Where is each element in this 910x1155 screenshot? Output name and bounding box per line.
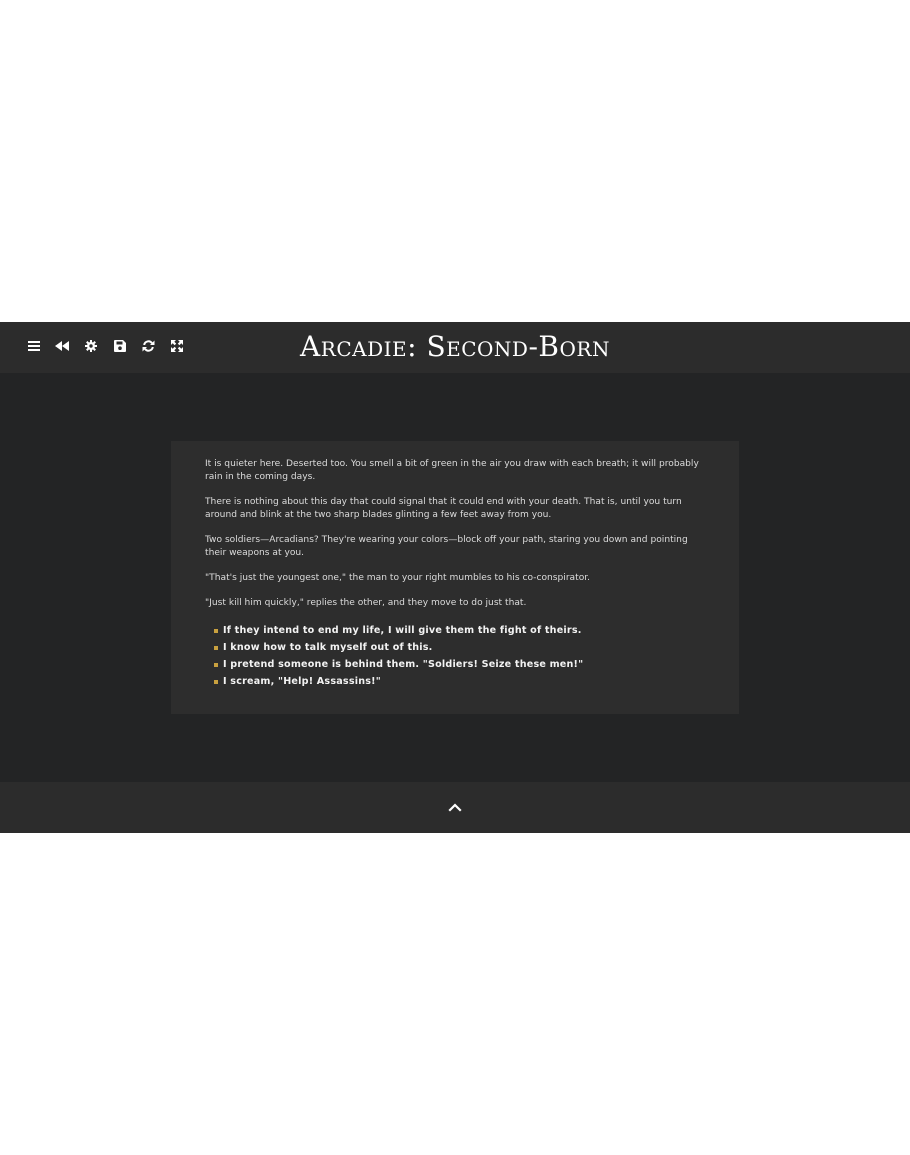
bullet-icon [214,629,218,633]
story-paragraph: Two soldiers—Arcadians? They're wearing your colors—block off your path, staring you down and pointing their weapons at you. [205,535,688,558]
bottom-bar [0,782,910,833]
choice-label[interactable]: I know how to talk myself out of this. [223,642,433,653]
story-paragraph: There is nothing about this day that could signal that it could end with your death. That is, until you turn around and blink at the two sharp blades glinting a few feet away from you. [205,497,682,520]
choice-label[interactable]: I scream, "Help! Assassins!" [223,676,381,687]
game-title: Arcadie: Second-Born [300,330,610,363]
choice-option-3[interactable] [205,656,707,673]
choice-list [205,622,707,690]
story-card [171,441,739,714]
chevron-up-icon[interactable] [448,800,462,814]
game-frame [0,322,910,833]
story-paragraph: "Just kill him quickly," replies the other, and they move to do just that. [205,598,527,608]
choice-option-1[interactable] [205,622,707,639]
story-paragraph: It is quieter here. Deserted too. You smell a bit of green in the air you draw with each breath; it will probably rain in the coming days. [205,459,699,482]
choice-option-2[interactable] [205,639,707,656]
bullet-icon [214,646,218,650]
story-paragraph: "That's just the youngest one," the man to your right mumbles to his co-conspirator. [205,573,591,583]
top-bar [0,322,910,373]
bullet-icon [214,680,218,684]
choice-label[interactable]: I pretend someone is behind them. "Soldiers! Seize these men!" [223,659,584,670]
bullet-icon [214,663,218,667]
choice-label[interactable]: If they intend to end my life, I will give them the fight of theirs. [223,625,582,636]
choice-option-4[interactable] [205,673,707,690]
